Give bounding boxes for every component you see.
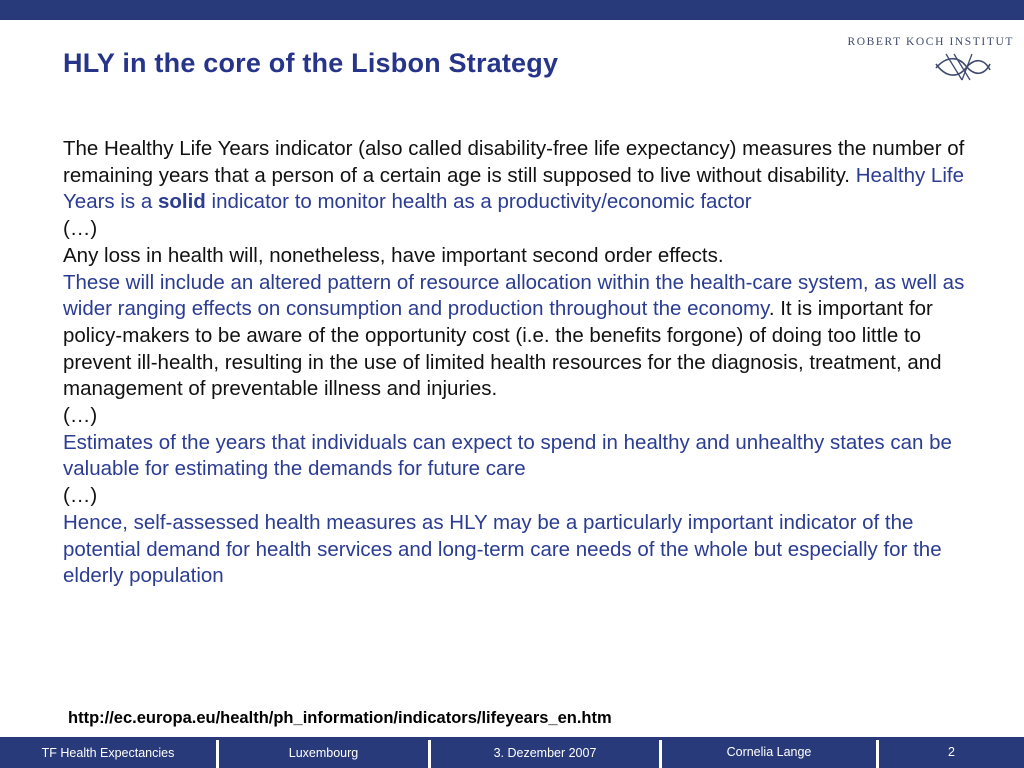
ellipsis-3: (…) [63, 484, 98, 508]
paragraph-4: Hence, self-assessed health measures as HLY may be a particularly important indicator of the potential demand for health services and long-term care needs of the whole but especially for the elderly population [63, 510, 942, 588]
top-bar [0, 0, 1024, 20]
paragraph-1-highlight-b: indicator to monitor health as a productivity/economic factor [205, 190, 752, 214]
page-number: 2 [948, 745, 955, 759]
paragraph-2-highlight: These will include an altered pattern of resource allocation within the health-care system, as well as wider ranging effects on consumption and production throughout the economy [63, 270, 965, 321]
paragraph-2-text: . It is important for policy-makers to be aware of the opportunity cost (i.e. the benefits forgone) of doing too little to prevent ill-health, resulting in the use of limited health resources for the diagnosis, treatment, and management of preventable illness and injuries. [63, 297, 942, 401]
footer-bar [0, 737, 1024, 768]
institute-logo [840, 32, 1020, 88]
source-url: http://ec.europa.eu/health/ph_information/indicators/lifeyears_en.htm [68, 709, 612, 727]
paragraph-1-emphasis: solid [157, 190, 206, 214]
logo-text: ROBERT KOCH INSTITUT [847, 36, 1014, 48]
paragraph-1-highlight-a: Healthy Life Years is a [63, 163, 964, 214]
footer-date: 3. Dezember 2007 [493, 745, 597, 760]
paragraph-1-text: The Healthy Life Years indicator (also called disability-free life expectancy) measures the number of remaining years that a person of a certain age is still supposed to live without disability. [63, 137, 965, 187]
slide-title: HLY in the core of the Lisbon Strategy [63, 48, 559, 78]
paragraph-2-intro: Any loss in health will, nonetheless, have important second order effects. [63, 243, 724, 267]
paragraph-2 [63, 270, 968, 404]
ellipsis-1: (…) [63, 217, 98, 241]
rki-logo-icon [932, 52, 992, 82]
footer-project: TF Health Expectancies [41, 745, 175, 760]
footer-location: Luxembourg [288, 745, 359, 760]
body-text [63, 136, 968, 590]
paragraph-1 [63, 136, 968, 216]
ellipsis-2: (…) [63, 404, 98, 428]
footer-author: Cornelia Lange [726, 745, 812, 759]
paragraph-3: Estimates of the years that individuals can expect to spend in healthy and unhealthy states can be valuable for estimating the demands for future care [63, 430, 952, 481]
